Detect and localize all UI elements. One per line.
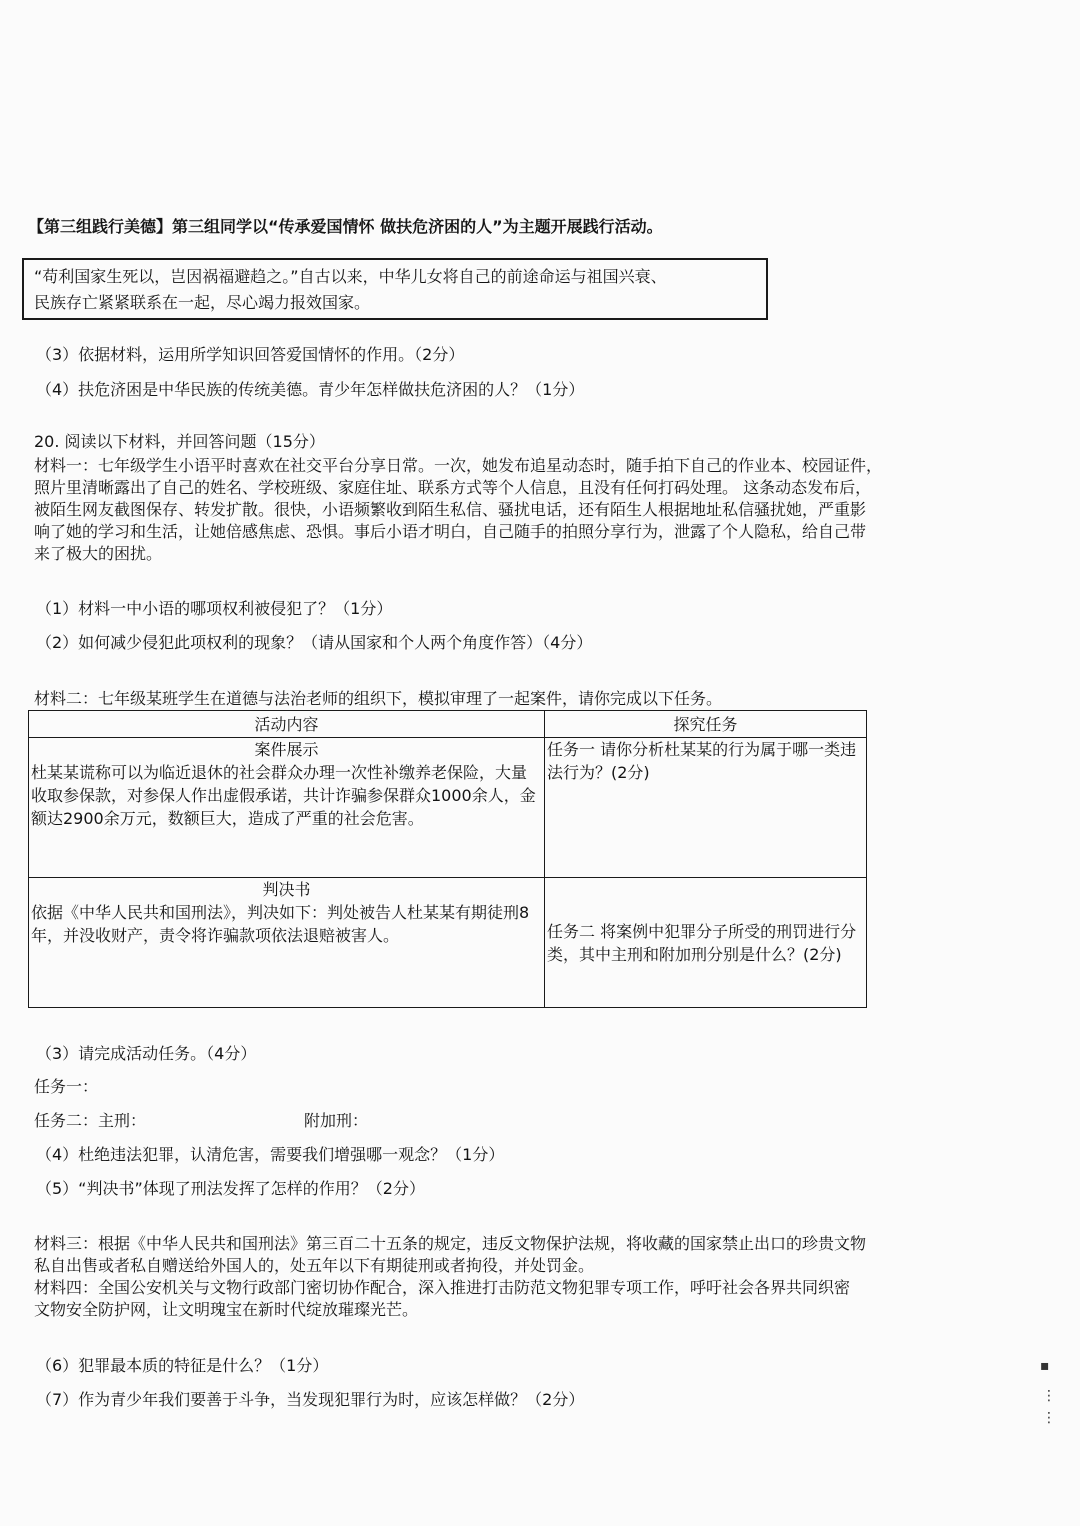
task1-text: 任务一 请你分析杜某某的行为属于哪一类违法行为？(2分) (547, 740, 857, 782)
material2-intro: 材料二：七年级某班学生在道德与法治老师的组织下，模拟审理了一起案件，请你完成以下任务。 (34, 689, 723, 708)
col-header-task: 探究任务 (545, 711, 867, 738)
q20-q6: （6）犯罪最本质的特征是什么？（1分） (36, 1356, 329, 1375)
material1-line: 来了极大的困扰。 (34, 544, 163, 563)
material3-line: 材料三：根据《中华人民共和国刑法》第三百二十五条的规定，违反文物保护法规，将收藏的国家禁止出口的珍贵文物 (34, 1234, 867, 1253)
q20-q1: （1）材料一中小语的哪项权利被侵犯了？（1分） (36, 599, 393, 618)
material1-line: 被陌生网友截图保存、转发扩散。很快，小语频繁收到陌生私信、骚扰电话，还有陌生人根据地址私信骚扰她，严重影 (34, 500, 867, 519)
case-text: 杜某某谎称可以为临近退休的社会群众办理一次性补缴养老保险，大量收取参保款，对参保人作出虚假承诺，共计诈骗参保群众1000余人，金额达2900余万元，数额巨大，造成了严重的社会危害。 (31, 763, 536, 828)
q20-q4: （4）杜绝违法犯罪，认清危害，需要我们增强哪一观念？（1分） (36, 1145, 505, 1164)
material1-line: 材料一：七年级学生小语平时喜欢在社交平台分享日常。一次，她发布追星动态时，随手拍下自己的作业本、校园证件， (34, 456, 883, 475)
verdict-title: 判决书 (262, 880, 311, 899)
task2-extra-label: 附加刑： (304, 1111, 369, 1130)
scan-artifact: ▪ (1040, 1358, 1050, 1374)
section3-title: 【第三组践行美德】第三组同学以“传承爱国情怀 做扶危济困的人”为主题开展践行活动。 (28, 217, 663, 236)
quote-line-2: 民族存亡紧紧联系在一起，尽心竭力报效国家。 (34, 293, 371, 312)
section3-q4: （4）扶危济困是中华民族的传统美德。青少年怎样做扶危济困的人？（1分） (36, 380, 585, 399)
task2-main-label: 任务二：主刑： (34, 1111, 147, 1130)
verdict-text: 依据《中华人民共和国刑法》，判决如下：判处被告人杜某某有期徒刑8年，并没收财产，责令将诈骗款项依法退赔被害人。 (31, 903, 530, 945)
q20-q3: （3）请完成活动任务。（4分） (36, 1044, 257, 1063)
q20-q7: （7）作为青少年我们要善于斗争，当发现犯罪行为时，应该怎样做？（2分） (36, 1390, 585, 1409)
scan-artifact: ⋮ (1042, 1410, 1056, 1426)
col-header-activity: 活动内容 (29, 711, 545, 738)
material3-line: 私自出售或者私自赠送给外国人的，处五年以下有期徒刑或者拘役，并处罚金。 (34, 1256, 595, 1275)
quote-box (22, 258, 768, 320)
verdict-cell (29, 878, 545, 1008)
q20-q2: （2）如何减少侵犯此项权利的现象？（请从国家和个人两个角度作答）（4分） (36, 633, 593, 652)
material1-line: 响了她的学习和生活，让她倍感焦虑、恐惧。事后小语才明白，自己随手的拍照分享行为，泄露了个人隐私，给自己带 (34, 522, 867, 541)
case-title: 案件展示 (254, 740, 319, 759)
scan-artifact: ⋮ (1042, 1388, 1056, 1404)
q20-q5: （5）“判决书”体现了刑法发挥了怎样的作用？（2分） (36, 1179, 425, 1198)
q20-heading: 20. 阅读以下材料，并回答问题（15分） (34, 432, 325, 451)
material1-line: 照片里清晰露出了自己的姓名、学校班级、家庭住址、联系方式等个人信息，且没有任何打码处理。 这条动态发布后， (34, 478, 872, 497)
case-cell (29, 738, 545, 878)
material4-line: 文物安全防护网，让文明瑰宝在新时代绽放璀璨光芒。 (34, 1300, 419, 1319)
task2-cell (545, 878, 867, 1008)
quote-line-1: “苟利国家生死以，岂因祸福避趋之。”自古以来，中华儿女将自己的前途命运与祖国兴衰、 (34, 267, 667, 286)
task2-text: 任务二 将案例中犯罪分子所受的刑罚进行分类，其中主刑和附加刑分别是什么？(2分) (547, 921, 857, 964)
case-table (28, 710, 867, 1008)
material4-line: 材料四：全国公安机关与文物行政部门密切协作配合，深入推进打击防范文物犯罪专项工作，呼吁社会各界共同织密 (34, 1278, 851, 1297)
task1-answer-label: 任务一： (34, 1077, 99, 1096)
section3-q3: （3）依据材料，运用所学知识回答爱国情怀的作用。（2分） (36, 345, 465, 364)
task1-cell (545, 738, 867, 878)
